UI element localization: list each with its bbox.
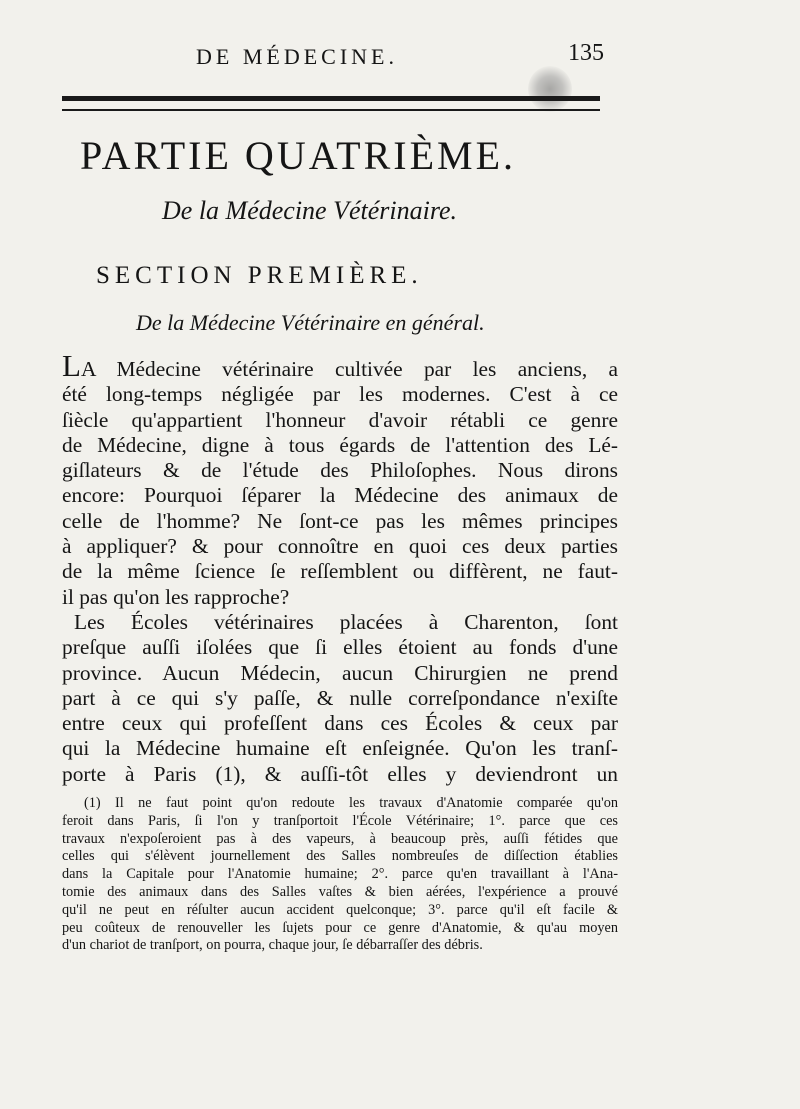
section-subtitle: De la Médecine Vétérinaire en général.	[136, 310, 485, 335]
body-line: celle de l'homme? Ne ſont-ce pas les mêmes principes	[62, 508, 618, 533]
footnote-line: feroit dans Paris, ſi l'on y tranſportoit l'École Vétérinaire; 1°. parce que ces	[62, 812, 618, 829]
body-line-1-text: A Médecine vétérinaire cultivée par les anciens, a	[80, 357, 618, 381]
part-subtitle: De la Médecine Vétérinaire.	[162, 196, 458, 225]
body-line: qui la Médecine humaine eſt enſeignée. Qu'on les tranſ-	[62, 736, 618, 761]
body-line: entre ceux qui profeſſent dans ces Écoles & ceux par	[62, 711, 618, 736]
section-title: SECTION PREMIÈRE.	[96, 262, 423, 289]
part-title: PARTIE QUATRIÈME.	[80, 133, 517, 178]
body-line: Les Écoles vétérinaires placées à Charenton, ſont	[74, 609, 618, 634]
footnote-line: peu coûteux de renouveller les ſujets pour ce genre d'Anatomie, & qu'au moyen	[62, 919, 618, 936]
footnote-line: celles qui s'élèvent journellement des Salles nombreuſes de diſſection établies	[62, 848, 618, 865]
drop-cap: L	[62, 348, 81, 383]
running-head: DE MÉDECINE.	[196, 44, 398, 69]
ink-stain	[528, 66, 572, 112]
body-line: été long-temps négligée par les modernes. C'est à ce	[62, 382, 618, 407]
body-line: de la même ſcience ſe reſſemblent ou diffèrent, ne faut-	[62, 559, 618, 584]
body-line: porte à Paris (1), & auſſi-tôt elles y deviendront un	[62, 761, 618, 786]
footnote-line: tomie des animaux dans des Salles vaſtes & bien aérées, l'expérience a prouvé	[62, 883, 618, 900]
footnote-line: travaux n'expoſeroient pas à des vapeurs, à beaucoup près, auſſi fétides que	[62, 830, 618, 847]
header-rule-thick	[62, 96, 600, 101]
body-line: de Médecine, digne à tous égards de l'attention des Lé-	[62, 432, 618, 457]
body-line-1	[62, 348, 618, 383]
page-number: 135	[568, 40, 604, 66]
body-line: encore: Pourquoi ſéparer la Médecine des animaux de	[62, 483, 618, 508]
body-text	[62, 348, 618, 787]
body-line: à appliquer? & pour connoître en quoi ces deux parties	[62, 534, 618, 559]
footnote-line: (1) Il ne faut point qu'on redoute les travaux d'Anatomie comparée qu'on	[84, 795, 618, 811]
footnote-line: dans la Capitale pour l'Anatomie humaine; 2°. parce qu'en travaillant à l'Ana-	[62, 866, 618, 883]
body-line: province. Aucun Médecin, aucun Chirurgien ne prend	[62, 660, 618, 685]
footnote-line: d'un chariot de tranſport, on pourra, chaque jour, ſe débarraſſer des débris.	[62, 937, 483, 954]
header-rule-thin	[62, 109, 600, 111]
body-line: preſque auſſi iſolées que ſi elles étoient au fonds d'une	[62, 635, 618, 660]
body-line: ſiècle qu'appartient l'honneur d'avoir rétabli ce genre	[62, 407, 618, 432]
body-line: giſlateurs & de l'étude des Philoſophes. Nous dirons	[62, 458, 618, 483]
body-line: part à ce qui s'y paſſe, & nulle correſpondance n'exiſte	[62, 685, 618, 710]
body-line: il pas qu'on les rapproche?	[62, 584, 290, 609]
footnote-line: qu'il ne peut en réſulter aucun accident quelconque; 3°. parce qu'il eſt facile &	[62, 901, 618, 918]
footnote	[62, 795, 618, 955]
